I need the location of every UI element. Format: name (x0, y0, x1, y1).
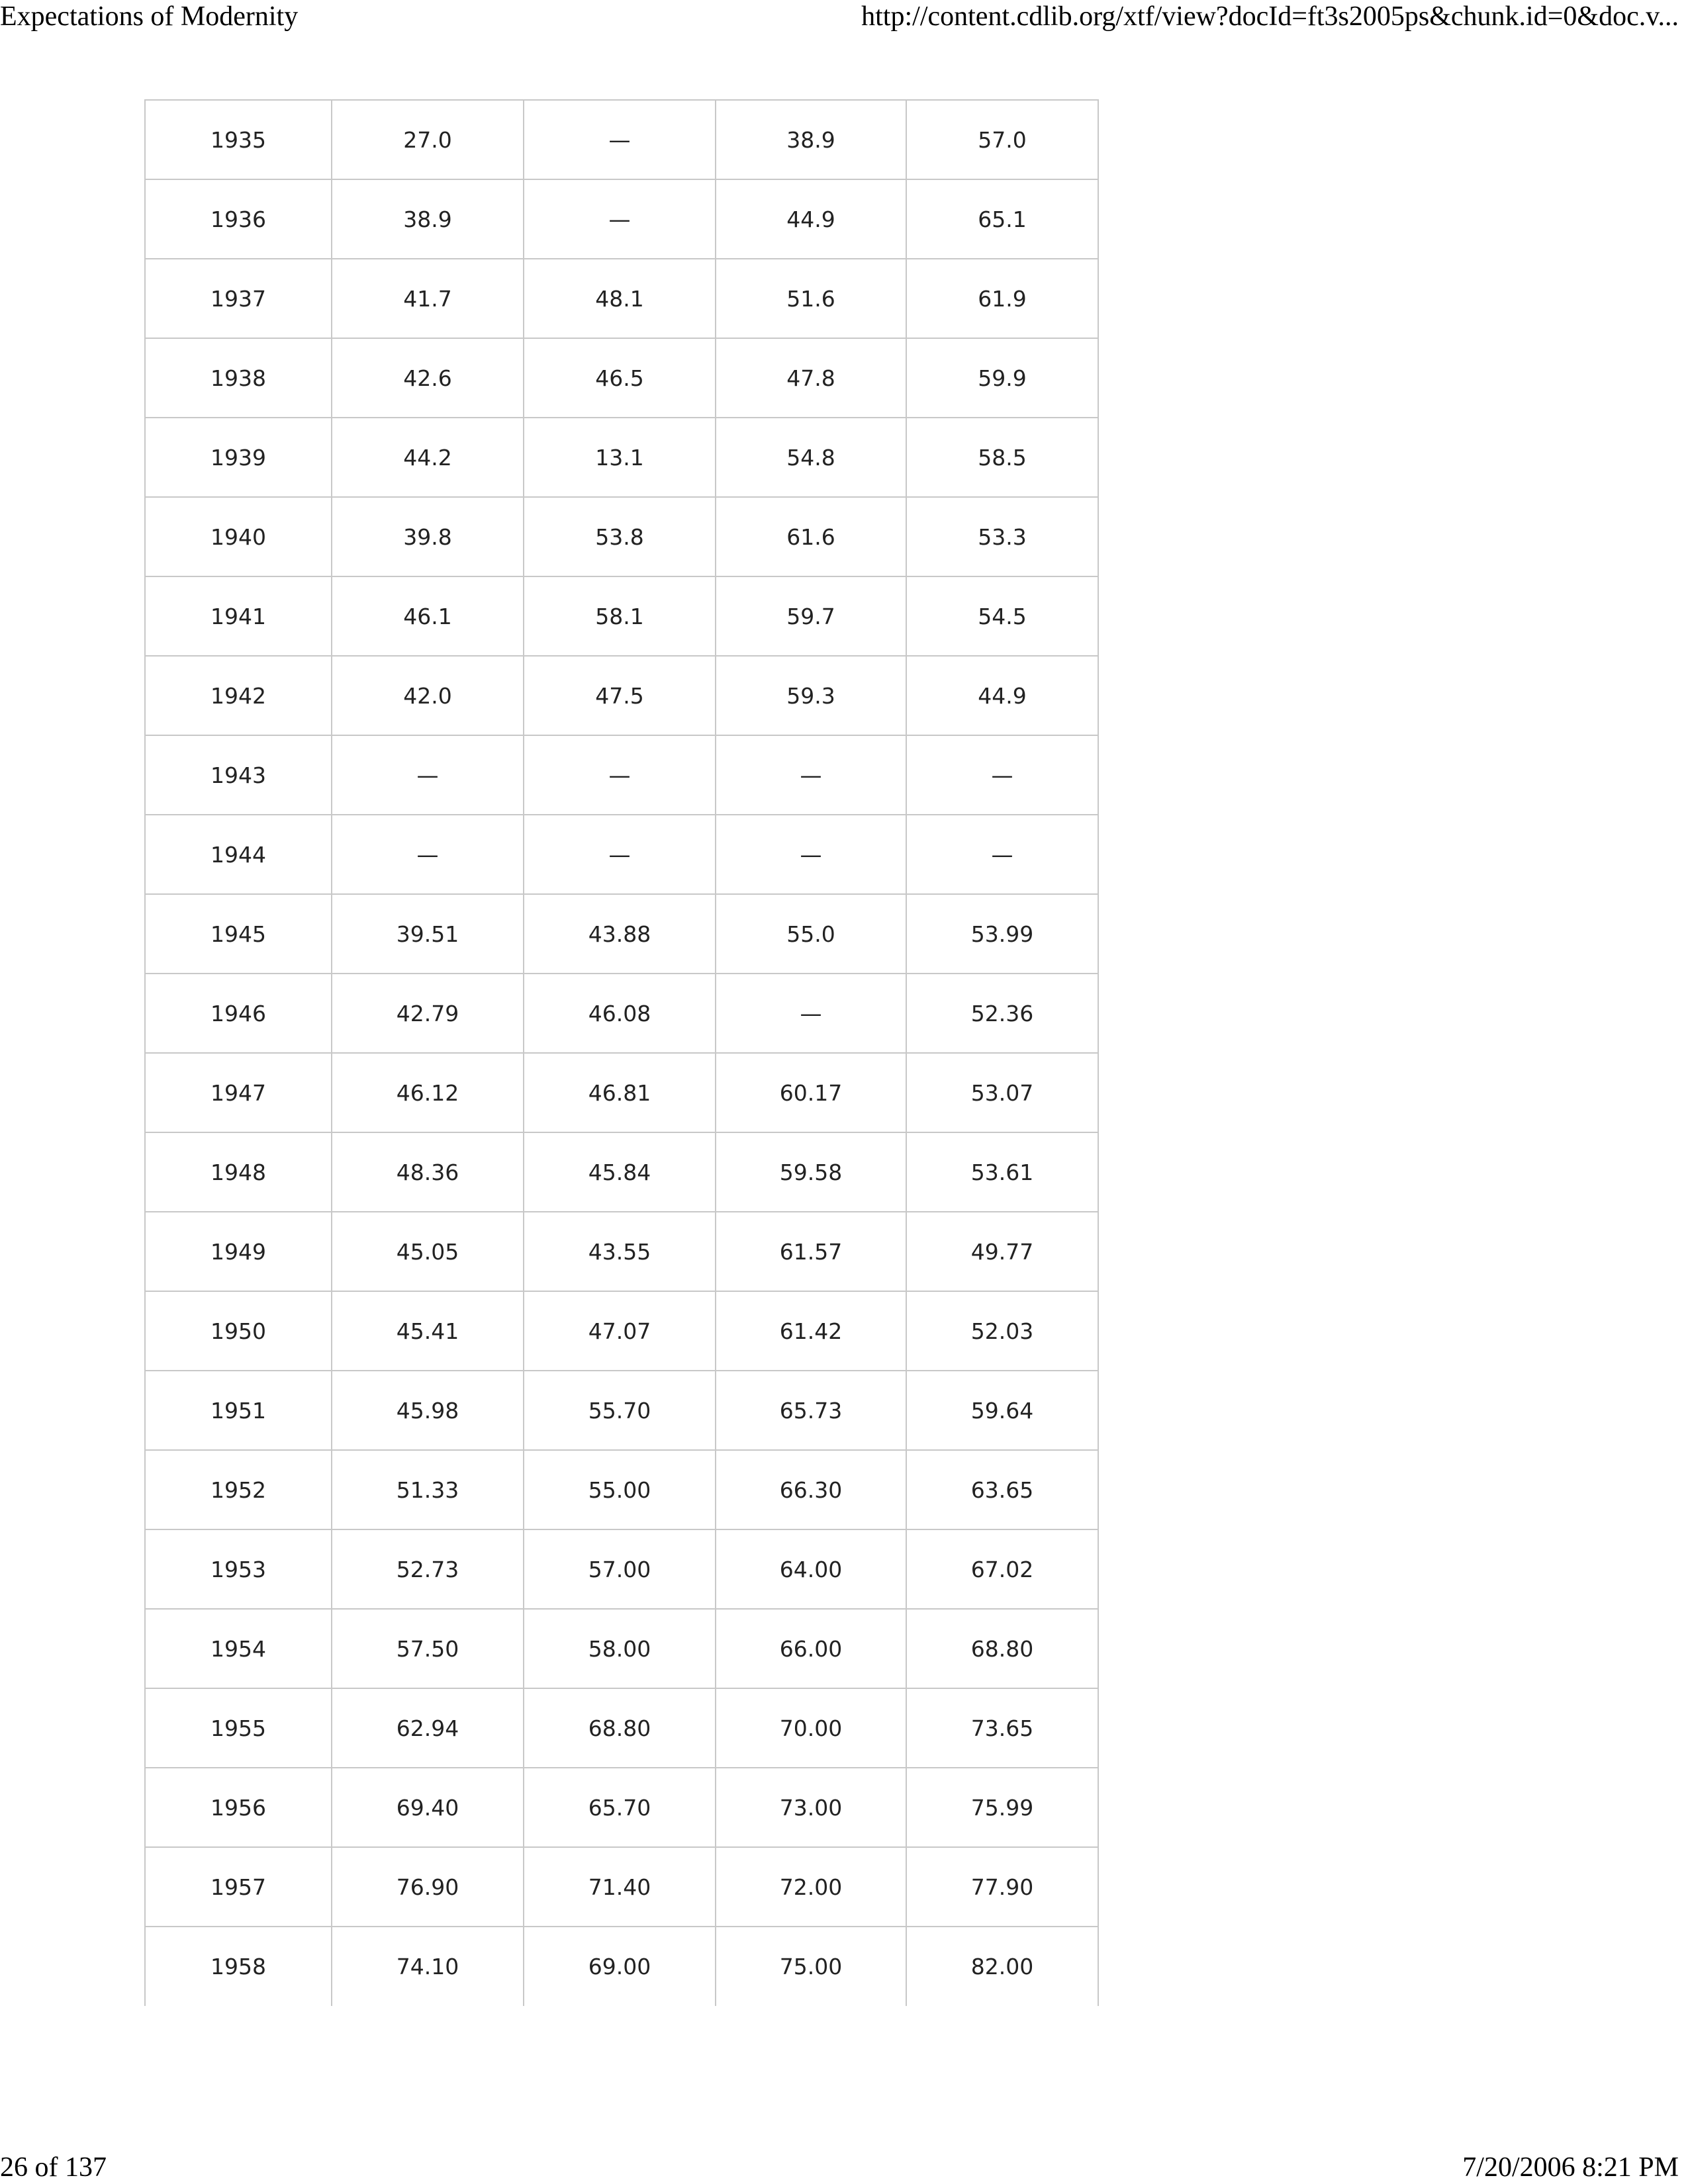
value-cell: 77.90 (906, 1847, 1098, 1927)
value-cell: 74.10 (332, 1927, 524, 2006)
year-cell: 1944 (145, 815, 332, 894)
table-row (145, 1053, 1098, 1132)
value-cell: — (524, 735, 716, 815)
value-cell: 54.8 (716, 418, 906, 497)
value-cell: 45.98 (332, 1371, 524, 1450)
value-cell: 66.30 (716, 1450, 906, 1529)
value-cell: 59.9 (906, 338, 1098, 418)
value-cell: 59.3 (716, 656, 906, 735)
table-row (145, 1132, 1098, 1212)
value-cell: 68.80 (906, 1609, 1098, 1688)
value-cell: 44.9 (716, 179, 906, 259)
page-url: http://content.cdlib.org/xtf/view?docId=ft3s2005ps&chunk.id=0&doc.v... (861, 1, 1679, 32)
data-table (144, 99, 1099, 2006)
year-cell: 1938 (145, 338, 332, 418)
value-cell: 46.1 (332, 576, 524, 656)
value-cell: 13.1 (524, 418, 716, 497)
year-cell: 1957 (145, 1847, 332, 1927)
value-cell: 27.0 (332, 100, 524, 179)
value-cell: 75.00 (716, 1927, 906, 2006)
value-cell: 82.00 (906, 1927, 1098, 2006)
value-cell: 45.84 (524, 1132, 716, 1212)
value-cell: 46.5 (524, 338, 716, 418)
value-cell: 75.99 (906, 1768, 1098, 1847)
value-cell: 45.41 (332, 1291, 524, 1371)
value-cell: 53.8 (524, 497, 716, 576)
value-cell: 38.9 (332, 179, 524, 259)
page-count: 26 of 137 (0, 2152, 107, 2183)
value-cell: 47.5 (524, 656, 716, 735)
value-cell: 57.00 (524, 1529, 716, 1609)
year-cell: 1937 (145, 259, 332, 338)
table-row (145, 1847, 1098, 1927)
table-row (145, 1450, 1098, 1529)
table-row (145, 735, 1098, 815)
year-cell: 1949 (145, 1212, 332, 1291)
table-row (145, 974, 1098, 1053)
value-cell: 42.0 (332, 656, 524, 735)
table-row (145, 1291, 1098, 1371)
year-cell: 1943 (145, 735, 332, 815)
table-row (145, 656, 1098, 735)
value-cell: 39.51 (332, 894, 524, 974)
table-row (145, 1927, 1098, 2006)
value-cell: 57.0 (906, 100, 1098, 179)
year-cell: 1946 (145, 974, 332, 1053)
value-cell: 46.08 (524, 974, 716, 1053)
table-row (145, 815, 1098, 894)
year-cell: 1950 (145, 1291, 332, 1371)
value-cell: 42.6 (332, 338, 524, 418)
year-cell: 1951 (145, 1371, 332, 1450)
value-cell: — (716, 735, 906, 815)
value-cell: 61.9 (906, 259, 1098, 338)
year-cell: 1940 (145, 497, 332, 576)
table-row (145, 1212, 1098, 1291)
year-cell: 1947 (145, 1053, 332, 1132)
value-cell: 65.70 (524, 1768, 716, 1847)
value-cell: 71.40 (524, 1847, 716, 1927)
value-cell: 61.6 (716, 497, 906, 576)
value-cell: 41.7 (332, 259, 524, 338)
year-cell: 1955 (145, 1688, 332, 1768)
value-cell: — (332, 815, 524, 894)
table-row (145, 259, 1098, 338)
value-cell: 54.5 (906, 576, 1098, 656)
value-cell: 47.8 (716, 338, 906, 418)
value-cell: 76.90 (332, 1847, 524, 1927)
value-cell: 47.07 (524, 1291, 716, 1371)
table-row (145, 100, 1098, 179)
value-cell: 57.50 (332, 1609, 524, 1688)
value-cell: 64.00 (716, 1529, 906, 1609)
table-row (145, 338, 1098, 418)
year-cell: 1935 (145, 100, 332, 179)
value-cell: 51.6 (716, 259, 906, 338)
table-row (145, 576, 1098, 656)
print-timestamp: 7/20/2006 8:21 PM (1462, 2152, 1679, 2183)
table-row (145, 418, 1098, 497)
value-cell: 53.3 (906, 497, 1098, 576)
value-cell: 60.17 (716, 1053, 906, 1132)
value-cell: 58.00 (524, 1609, 716, 1688)
value-cell: 55.0 (716, 894, 906, 974)
value-cell: 52.73 (332, 1529, 524, 1609)
value-cell: 73.65 (906, 1688, 1098, 1768)
year-cell: 1958 (145, 1927, 332, 2006)
value-cell: 61.42 (716, 1291, 906, 1371)
document-title: Expectations of Modernity (0, 1, 299, 32)
table-row (145, 1768, 1098, 1847)
value-cell: 59.58 (716, 1132, 906, 1212)
year-cell: 1953 (145, 1529, 332, 1609)
value-cell: 59.7 (716, 576, 906, 656)
table-row (145, 1688, 1098, 1768)
value-cell: 48.36 (332, 1132, 524, 1212)
value-cell: 48.1 (524, 259, 716, 338)
value-cell: 58.1 (524, 576, 716, 656)
value-cell: 70.00 (716, 1688, 906, 1768)
value-cell: 52.03 (906, 1291, 1098, 1371)
year-cell: 1936 (145, 179, 332, 259)
value-cell: 53.99 (906, 894, 1098, 974)
year-cell: 1942 (145, 656, 332, 735)
value-cell: 44.9 (906, 656, 1098, 735)
value-cell: — (524, 100, 716, 179)
value-cell: 38.9 (716, 100, 906, 179)
value-cell: 46.81 (524, 1053, 716, 1132)
value-cell: 49.77 (906, 1212, 1098, 1291)
value-cell: 58.5 (906, 418, 1098, 497)
value-cell: — (332, 735, 524, 815)
value-cell: — (716, 974, 906, 1053)
value-cell: 53.61 (906, 1132, 1098, 1212)
value-cell: 42.79 (332, 974, 524, 1053)
value-cell: 68.80 (524, 1688, 716, 1768)
value-cell: 72.00 (716, 1847, 906, 1927)
value-cell: 43.88 (524, 894, 716, 974)
value-cell: 65.73 (716, 1371, 906, 1450)
value-cell: 69.00 (524, 1927, 716, 2006)
table-row (145, 1609, 1098, 1688)
year-cell: 1954 (145, 1609, 332, 1688)
year-cell: 1939 (145, 418, 332, 497)
year-cell: 1956 (145, 1768, 332, 1847)
value-cell: 67.02 (906, 1529, 1098, 1609)
value-cell: 65.1 (906, 179, 1098, 259)
value-cell: 73.00 (716, 1768, 906, 1847)
table-row (145, 179, 1098, 259)
value-cell: 63.65 (906, 1450, 1098, 1529)
value-cell: 61.57 (716, 1212, 906, 1291)
value-cell: — (716, 815, 906, 894)
year-cell: 1952 (145, 1450, 332, 1529)
value-cell: — (906, 735, 1098, 815)
value-cell: 45.05 (332, 1212, 524, 1291)
value-cell: 43.55 (524, 1212, 716, 1291)
value-cell: 39.8 (332, 497, 524, 576)
value-cell: 69.40 (332, 1768, 524, 1847)
table-row (145, 497, 1098, 576)
value-cell: 46.12 (332, 1053, 524, 1132)
value-cell: 44.2 (332, 418, 524, 497)
table-body (145, 100, 1098, 2006)
value-cell: 62.94 (332, 1688, 524, 1768)
table-row (145, 894, 1098, 974)
value-cell: — (524, 179, 716, 259)
value-cell: — (906, 815, 1098, 894)
year-cell: 1948 (145, 1132, 332, 1212)
value-cell: 66.00 (716, 1609, 906, 1688)
value-cell: 52.36 (906, 974, 1098, 1053)
value-cell: 51.33 (332, 1450, 524, 1529)
value-cell: 59.64 (906, 1371, 1098, 1450)
year-cell: 1941 (145, 576, 332, 656)
value-cell: 55.70 (524, 1371, 716, 1450)
table-row (145, 1371, 1098, 1450)
value-cell: — (524, 815, 716, 894)
value-cell: 53.07 (906, 1053, 1098, 1132)
value-cell: 55.00 (524, 1450, 716, 1529)
year-cell: 1945 (145, 894, 332, 974)
table-row (145, 1529, 1098, 1609)
